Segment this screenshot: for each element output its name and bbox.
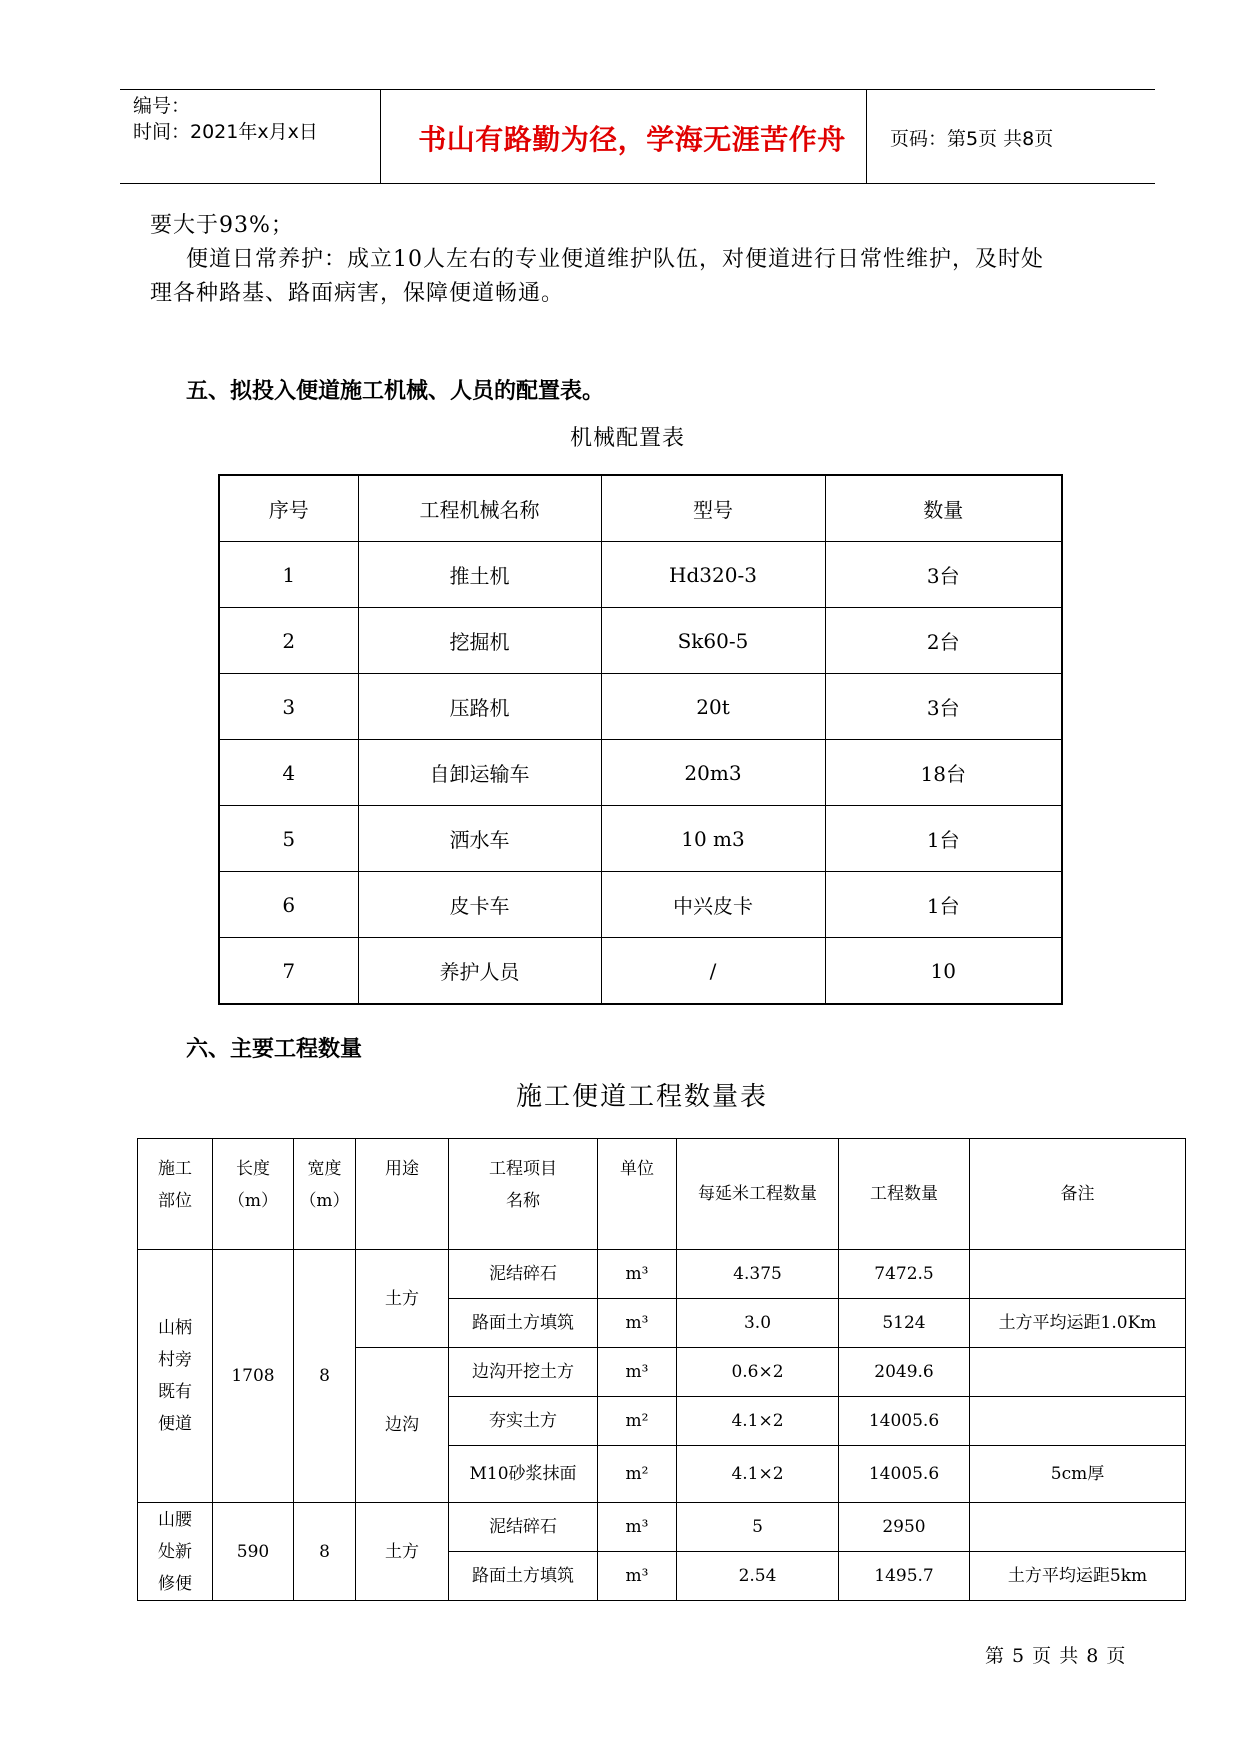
width-cell: 8 bbox=[294, 1250, 356, 1503]
table-cell: 1495.7 bbox=[839, 1552, 970, 1601]
table-cell: 泥结碎石 bbox=[449, 1503, 598, 1552]
body-line: 要大于93%； bbox=[150, 213, 294, 238]
location-line: 山柄 bbox=[158, 1318, 192, 1338]
usage-cell: 土方 bbox=[356, 1250, 449, 1348]
column-header: 型号 bbox=[601, 475, 825, 542]
table-cell: 挖掘机 bbox=[358, 608, 601, 674]
section-heading: 五、拟投入便道施工机械、人员的配置表。 bbox=[186, 379, 605, 404]
usage-cell: 土方 bbox=[356, 1503, 449, 1601]
table-cell: 4.375 bbox=[677, 1250, 839, 1299]
table-header-row bbox=[138, 1139, 1186, 1250]
location-line: 便道 bbox=[158, 1414, 192, 1434]
header-motto: 书山有路勤为径，学海无涯苦作舟 bbox=[418, 123, 846, 156]
location-cell bbox=[138, 1503, 213, 1601]
table-cell: 2台 bbox=[825, 608, 1062, 674]
table-row bbox=[219, 938, 1062, 1005]
table-row bbox=[138, 1503, 1186, 1552]
width-cell: 8 bbox=[294, 1503, 356, 1601]
table-cell: 2049.6 bbox=[839, 1348, 970, 1397]
table-cell: 1台 bbox=[825, 806, 1062, 872]
table-cell: 6 bbox=[219, 872, 358, 938]
header-top-rule bbox=[120, 89, 1155, 90]
table-cell: 泥结碎石 bbox=[449, 1250, 598, 1299]
location-line: 修便 bbox=[158, 1573, 192, 1594]
table-cell: 推土机 bbox=[358, 542, 601, 608]
table-cell: 养护人员 bbox=[358, 938, 601, 1005]
section-heading: 六、主要工程数量 bbox=[186, 1037, 363, 1062]
column-header: 每延米工程数量 bbox=[677, 1139, 839, 1250]
table-caption: 机械配置表 bbox=[570, 426, 686, 451]
table-cell: 7472.5 bbox=[839, 1250, 970, 1299]
table-cell: m² bbox=[598, 1397, 677, 1446]
table-cell: 4.1×2 bbox=[677, 1397, 839, 1446]
location-cell bbox=[138, 1250, 213, 1503]
table-cell: 0.6×2 bbox=[677, 1348, 839, 1397]
table-cell bbox=[970, 1397, 1186, 1446]
table-row bbox=[219, 542, 1062, 608]
column-header-line: 工程项目 bbox=[489, 1159, 557, 1179]
table-cell: 2 bbox=[219, 608, 358, 674]
header-page-label: 页码：第5页 共8页 bbox=[890, 128, 1054, 150]
table-cell: 4 bbox=[219, 740, 358, 806]
usage-cell: 边沟 bbox=[356, 1348, 449, 1503]
column-header bbox=[449, 1139, 598, 1250]
location-line: 既有 bbox=[158, 1382, 192, 1402]
table-cell: 边沟开挖土方 bbox=[449, 1348, 598, 1397]
column-header-line: 宽度 bbox=[307, 1159, 342, 1179]
column-header: 用途 bbox=[356, 1139, 449, 1250]
table-cell: M10砂浆抹面 bbox=[449, 1446, 598, 1503]
doc-number-label: 编号： bbox=[133, 95, 191, 117]
column-header: 备注 bbox=[970, 1139, 1186, 1250]
table-cell: 皮卡车 bbox=[358, 872, 601, 938]
doc-time-label: 时间：2021年x月x日 bbox=[133, 121, 318, 143]
table-cell: 压路机 bbox=[358, 674, 601, 740]
table-cell: 4.1×2 bbox=[677, 1446, 839, 1503]
table-cell: Sk60-5 bbox=[601, 608, 825, 674]
table-cell: 5 bbox=[219, 806, 358, 872]
body-line: 便道日常养护：成立10人左右的专业便道维护队伍，对便道进行日常性维护，及时处 bbox=[186, 247, 1044, 272]
table-cell: 18台 bbox=[825, 740, 1062, 806]
body-line: 理各种路基、路面病害，保障便道畅通。 bbox=[150, 281, 565, 306]
column-header bbox=[213, 1139, 294, 1250]
column-header-line: （m） bbox=[299, 1191, 350, 1211]
table-cell: 14005.6 bbox=[839, 1446, 970, 1503]
table-cell: 夯实土方 bbox=[449, 1397, 598, 1446]
column-header: 数量 bbox=[825, 475, 1062, 542]
table-cell: 5124 bbox=[839, 1299, 970, 1348]
table-cell: / bbox=[601, 938, 825, 1005]
column-header-line: 长度 bbox=[236, 1159, 270, 1179]
table-row bbox=[219, 740, 1062, 806]
table-cell: 3 bbox=[219, 674, 358, 740]
column-header: 单位 bbox=[598, 1139, 677, 1250]
column-header-line: 施工 bbox=[158, 1159, 192, 1179]
column-header bbox=[294, 1139, 356, 1250]
quantity-table bbox=[137, 1138, 1186, 1601]
table-caption: 施工便道工程数量表 bbox=[516, 1082, 769, 1112]
column-header: 序号 bbox=[219, 475, 358, 542]
table-cell: 1 bbox=[219, 542, 358, 608]
table-cell: 10 bbox=[825, 938, 1062, 1005]
column-header: 工程机械名称 bbox=[358, 475, 601, 542]
table-cell bbox=[970, 1348, 1186, 1397]
table-cell: 3台 bbox=[825, 674, 1062, 740]
table-row bbox=[138, 1250, 1186, 1299]
table-row bbox=[219, 608, 1062, 674]
header-meta bbox=[133, 93, 318, 145]
table-cell: Hd320-3 bbox=[601, 542, 825, 608]
location-line: 处新 bbox=[158, 1541, 192, 1562]
table-cell bbox=[970, 1503, 1186, 1552]
table-cell: 7 bbox=[219, 938, 358, 1005]
table-cell: m³ bbox=[598, 1348, 677, 1397]
table-cell: m³ bbox=[598, 1503, 677, 1552]
table-cell: m³ bbox=[598, 1552, 677, 1601]
column-header: 工程数量 bbox=[839, 1139, 970, 1250]
table-cell: 中兴皮卡 bbox=[601, 872, 825, 938]
table-cell: 20t bbox=[601, 674, 825, 740]
table-cell: 3.0 bbox=[677, 1299, 839, 1348]
column-header-line: 名称 bbox=[506, 1191, 540, 1211]
column-header-line: （m） bbox=[227, 1191, 279, 1211]
table-cell: 土方平均运距1.0Km bbox=[970, 1299, 1186, 1348]
page-footer: 第 5 页 共 8 页 bbox=[985, 1645, 1127, 1667]
location-line: 山腰 bbox=[158, 1509, 192, 1530]
table-cell: 洒水车 bbox=[358, 806, 601, 872]
table-cell: m² bbox=[598, 1446, 677, 1503]
table-cell: 14005.6 bbox=[839, 1397, 970, 1446]
table-row bbox=[219, 872, 1062, 938]
column-header bbox=[138, 1139, 213, 1250]
table-cell: 2.54 bbox=[677, 1552, 839, 1601]
table-cell bbox=[970, 1250, 1186, 1299]
table-cell: 路面土方填筑 bbox=[449, 1299, 598, 1348]
table-cell: m³ bbox=[598, 1250, 677, 1299]
location-line: 村旁 bbox=[158, 1350, 192, 1370]
table-cell: 5 bbox=[677, 1503, 839, 1552]
table-header-row bbox=[219, 475, 1062, 542]
length-cell: 590 bbox=[213, 1503, 294, 1601]
table-row bbox=[219, 674, 1062, 740]
table-cell: 路面土方填筑 bbox=[449, 1552, 598, 1601]
machinery-table bbox=[218, 474, 1063, 1005]
table-cell: 5cm厚 bbox=[970, 1446, 1186, 1503]
table-cell: 3台 bbox=[825, 542, 1062, 608]
table-cell: 10 m3 bbox=[601, 806, 825, 872]
table-row bbox=[219, 806, 1062, 872]
table-cell: 20m3 bbox=[601, 740, 825, 806]
table-cell: 自卸运输车 bbox=[358, 740, 601, 806]
length-cell: 1708 bbox=[213, 1250, 294, 1503]
table-cell: 土方平均运距5km bbox=[970, 1552, 1186, 1601]
table-cell: 1台 bbox=[825, 872, 1062, 938]
table-cell: 2950 bbox=[839, 1503, 970, 1552]
table-cell: m³ bbox=[598, 1299, 677, 1348]
column-header-line: 部位 bbox=[158, 1191, 192, 1211]
header-divider bbox=[380, 90, 381, 184]
